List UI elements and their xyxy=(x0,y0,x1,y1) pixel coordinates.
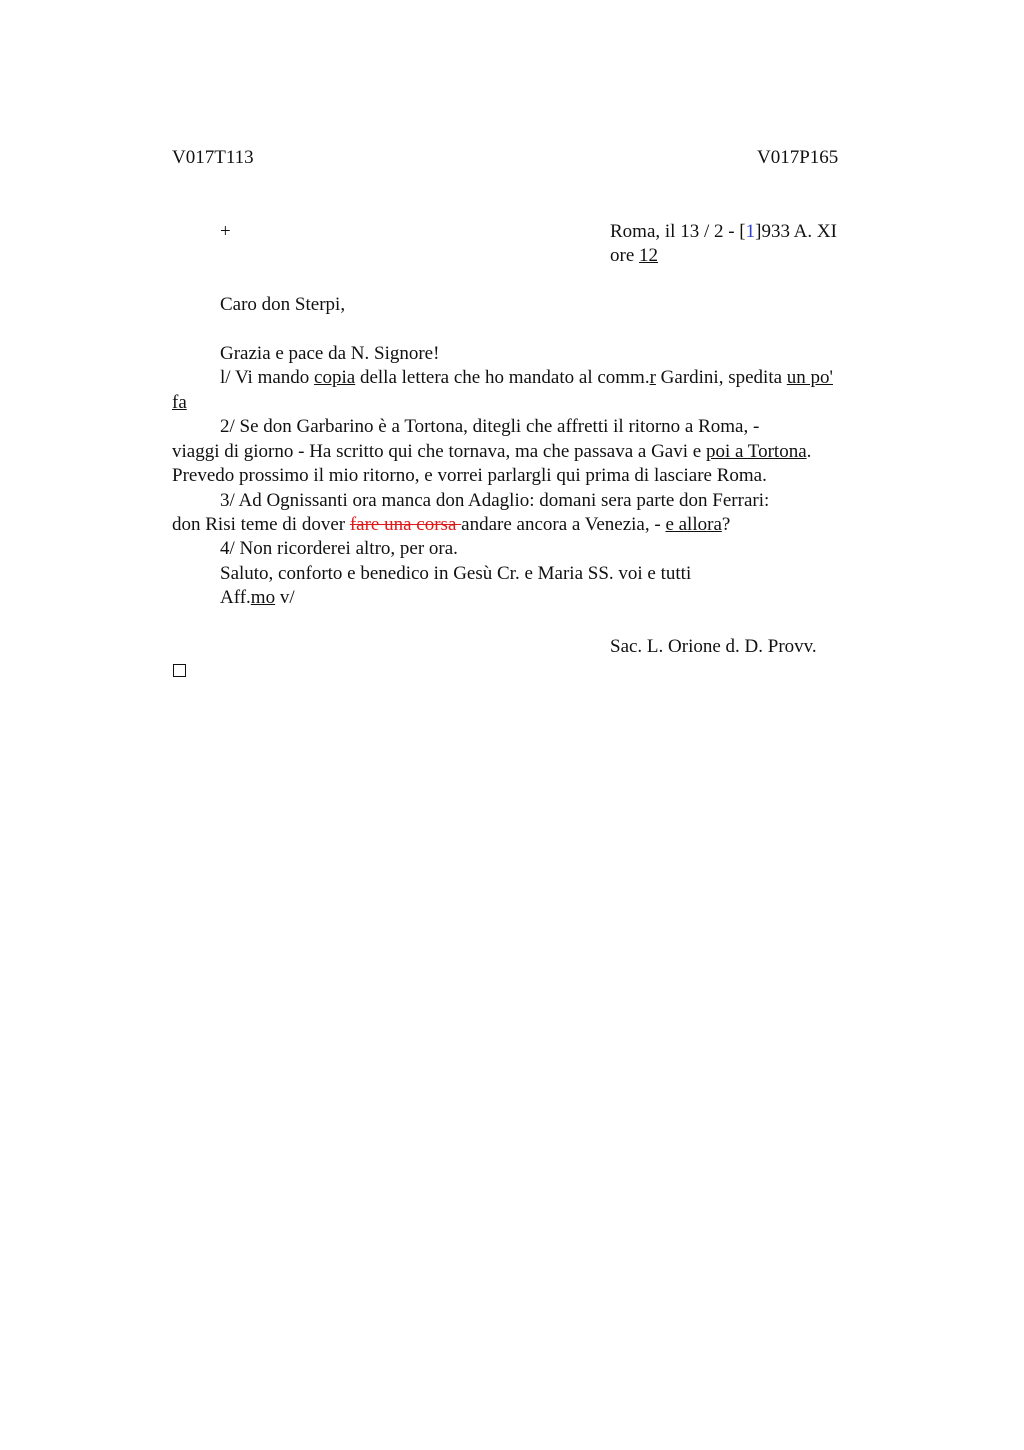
text-run: don Risi teme di dover xyxy=(172,514,350,535)
underlined-text: r xyxy=(649,367,656,388)
year-suffix: ]933 A. XI xyxy=(755,221,837,242)
time-line xyxy=(610,244,658,268)
signature: Sac. L. Orione d. D. Provv. xyxy=(610,636,817,657)
end-square-icon xyxy=(173,664,186,677)
underlined-text: fa xyxy=(172,392,187,413)
affectionate-line xyxy=(220,586,295,610)
paragraph-1-line-1 xyxy=(220,366,833,390)
deleted-text: fare una corsa xyxy=(349,514,462,535)
paragraph-2-line-3: Prevedo prossimo il mio ritorno, e vorrei parlargli qui prima di lasciare Roma. xyxy=(172,465,767,486)
editorial-digit: 1 xyxy=(745,221,756,242)
paragraph-3-line-2 xyxy=(172,513,730,537)
text-run: della lettera che ho mandato al comm. xyxy=(355,367,650,388)
document-code-left: V017T113 xyxy=(172,147,254,168)
text-run: v/ xyxy=(275,587,295,608)
text-run: andare ancora a Venezia, - xyxy=(461,514,666,535)
time-value: 12 xyxy=(639,245,659,266)
paragraph-4: 4/ Non ricorderei altro, per ora. xyxy=(220,538,458,559)
underlined-text: copia xyxy=(314,367,356,388)
paragraph-3-line-1: 3/ Ad Ognissanti ora manca don Adaglio: domani sera parte don Ferrari: xyxy=(220,490,770,511)
salutation: Caro don Sterpi, xyxy=(220,294,346,315)
underlined-text: un po' xyxy=(786,367,833,388)
text-run: ? xyxy=(721,514,731,535)
closing-line: Saluto, conforto e benedico in Gesù Cr. e Maria SS. voi e tutti xyxy=(220,563,692,584)
text-run: l/ Vi mando xyxy=(220,367,315,388)
text-run: . xyxy=(806,441,812,462)
underlined-text: e allora xyxy=(665,514,722,535)
paragraph-2-line-1: 2/ Se don Garbarino è a Tortona, ditegli che affretti il ritorno a Roma, - xyxy=(220,416,760,437)
text-run: Aff. xyxy=(220,587,251,608)
place-date-prefix: Roma, il 13 / 2 - [ xyxy=(610,221,746,242)
document-code-right: V017P165 xyxy=(757,147,839,168)
greeting: Grazia e pace da N. Signore! xyxy=(220,343,440,364)
place-date-line xyxy=(610,220,837,244)
time-prefix: ore xyxy=(610,245,640,266)
underlined-text: poi a Tortona xyxy=(705,441,807,462)
paragraph-1-line-2 xyxy=(172,391,187,415)
text-run: viaggi di giorno - Ha scritto qui che tornava, ma che passava a Gavi e xyxy=(172,441,706,462)
text-run: Gardini, spedita xyxy=(655,367,787,388)
underlined-text: mo xyxy=(250,587,276,608)
paragraph-2-line-2 xyxy=(172,440,811,464)
cross-mark: + xyxy=(220,221,231,242)
